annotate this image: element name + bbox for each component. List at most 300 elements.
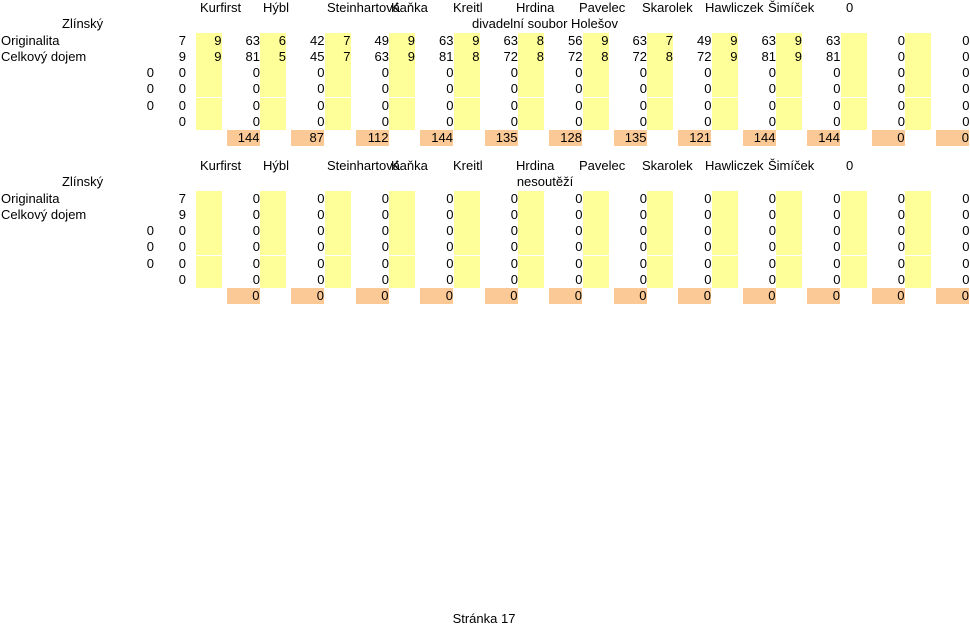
judge-header: Steinhartová [327,0,400,15]
weighted-cell: 42 [310,32,325,48]
score-cell [389,191,415,207]
score-cell [518,191,544,207]
weighted-cell: 0 [897,81,905,97]
judge-header: Kurfirst [200,158,242,173]
score-cell [389,65,415,81]
score-cell [712,207,738,223]
weighted-cell: 0 [962,190,970,206]
score-cell [583,81,609,97]
score-cell [196,223,222,239]
weighted-cell: 0 [446,65,454,80]
total-cell: 0 [936,130,969,146]
score-cell: 9 [454,33,480,49]
score-cell: 9 [776,49,802,65]
score-cell [647,223,673,239]
weighted-cell: 0 [704,113,712,129]
weighted-cell: 0 [381,65,389,80]
weighted-cell: 0 [252,97,260,113]
score-cell [325,239,351,255]
score-cell [647,256,673,272]
page-footer: Stránka 17 [452,611,516,626]
weighted-cell: 0 [446,239,454,255]
score-cell [583,207,609,223]
score-cell [647,272,673,288]
score-cell [905,191,931,207]
score-cell [260,81,286,97]
weighted-cell: 0 [962,206,970,222]
weighted-cell: 0 [510,239,518,255]
weighted-cell: 63 [374,48,389,64]
judge-header: Kaňka [391,158,428,173]
score-cell [905,65,931,81]
score-cell [647,207,673,223]
row-label: 0 [146,239,154,255]
row-weight: 7 [178,190,186,206]
score-cell [647,81,673,97]
weighted-cell: 0 [446,190,454,206]
weighted-cell: 0 [317,206,325,222]
weighted-cell: 0 [510,113,518,129]
score-cell [196,98,222,114]
weighted-cell: 0 [639,239,647,255]
weighted-cell: 0 [381,223,389,238]
judge-header: 0 [846,0,854,15]
row-weight: 0 [178,255,186,271]
score-cell [389,81,415,97]
weighted-cell: 0 [639,255,647,271]
weighted-cell: 0 [833,223,841,238]
weighted-cell: 0 [575,239,583,255]
score-cell [841,114,867,130]
weighted-cell: 0 [575,255,583,271]
weighted-cell: 0 [704,97,712,113]
judge-header: Pavelec [579,158,626,173]
score-cell [583,191,609,207]
row-weight: 0 [178,81,186,97]
score-cell [389,272,415,288]
weighted-cell: 0 [381,113,389,129]
judge-header: Hrdina [516,158,555,173]
score-cell [196,272,222,288]
weighted-cell: 72 [568,48,583,64]
score-cell [389,114,415,130]
weighted-cell: 0 [317,81,325,97]
row-weight: 9 [178,48,186,64]
group-title: divadelní soubor Holešov [472,16,618,32]
score-cell: 9 [196,33,222,49]
score-cell [518,272,544,288]
row-label: Celkový dojem [1,206,87,222]
score-cell [325,98,351,114]
weighted-cell: 0 [704,255,712,271]
weighted-cell: 0 [639,271,647,287]
weighted-cell: 0 [510,65,518,80]
weighted-cell: 72 [503,48,518,64]
score-cell [712,65,738,81]
score-cell [905,207,931,223]
weighted-cell: 0 [962,239,970,255]
weighted-cell: 0 [833,271,841,287]
weighted-cell: 0 [381,239,389,255]
weighted-cell: 0 [962,223,970,238]
weighted-cell: 63 [632,32,647,48]
score-cell: 7 [325,49,351,65]
weighted-cell: 0 [317,113,325,129]
weighted-cell: 0 [897,206,905,222]
row-weight: 0 [178,239,186,255]
total-cell: 0 [872,130,905,146]
weighted-cell: 0 [510,271,518,287]
score-cell [518,256,544,272]
score-cell: 9 [712,33,738,49]
weighted-cell: 0 [897,65,905,80]
weighted-cell: 0 [446,255,454,271]
weighted-cell: 0 [317,97,325,113]
score-cell [196,207,222,223]
score-cell [325,223,351,239]
weighted-cell: 0 [768,113,776,129]
score-cell [776,239,802,255]
weighted-cell: 0 [639,65,647,80]
total-cell: 0 [872,288,905,304]
score-cell [196,65,222,81]
weighted-cell: 0 [575,81,583,97]
score-cell [583,223,609,239]
score-cell: 9 [776,33,802,49]
score-cell [196,114,222,130]
weighted-cell: 0 [381,81,389,97]
score-cell: 9 [389,33,415,49]
weighted-cell: 81 [761,48,776,64]
judge-header: Kreitl [453,158,483,173]
score-cell [905,81,931,97]
total-cell: 0 [227,288,260,304]
weighted-cell: 63 [826,32,841,48]
weighted-cell: 0 [833,255,841,271]
score-cell [841,223,867,239]
weighted-cell: 72 [632,48,647,64]
weighted-cell: 0 [897,190,905,206]
score-cell [454,272,480,288]
weighted-cell: 0 [317,271,325,287]
weighted-cell: 0 [317,239,325,255]
weighted-cell: 0 [833,113,841,129]
weighted-cell: 0 [575,223,583,238]
score-cell [583,65,609,81]
judge-header: Skarolek [642,0,693,15]
score-cell [325,272,351,288]
total-cell: 121 [678,130,711,146]
total-cell: 0 [936,288,969,304]
weighted-cell: 0 [317,190,325,206]
weighted-cell: 0 [897,271,905,287]
weighted-cell: 0 [704,223,712,238]
weighted-cell: 0 [897,32,905,48]
score-cell [841,256,867,272]
score-cell [647,114,673,130]
weighted-cell: 63 [439,32,454,48]
judge-header: Hrdina [516,0,555,15]
score-cell [260,191,286,207]
weighted-cell: 0 [317,65,325,80]
weighted-cell: 0 [962,271,970,287]
score-cell [776,191,802,207]
score-cell [583,256,609,272]
weighted-cell: 0 [768,271,776,287]
score-cell [583,239,609,255]
weighted-cell: 0 [381,190,389,206]
score-cell [389,256,415,272]
weighted-cell: 0 [639,97,647,113]
weighted-cell: 0 [446,206,454,222]
judge-header: Hawliczek [705,0,764,15]
score-cell [647,65,673,81]
judge-header: 0 [846,158,854,173]
score-cell [647,191,673,207]
score-cell [841,207,867,223]
score-cell [518,207,544,223]
score-cell [260,272,286,288]
score-cell [389,223,415,239]
row-weight: 0 [178,113,186,129]
weighted-cell: 0 [317,223,325,238]
score-cell [583,114,609,130]
weighted-cell: 0 [639,206,647,222]
weighted-cell: 0 [704,190,712,206]
score-cell [841,191,867,207]
weighted-cell: 0 [962,255,970,271]
total-cell: 135 [485,130,518,146]
weighted-cell: 0 [575,65,583,80]
score-cell [712,272,738,288]
score-cell [841,49,867,65]
judge-header: Pavelec [579,0,626,15]
weighted-cell: 0 [510,190,518,206]
score-cell [776,207,802,223]
weighted-cell: 0 [833,97,841,113]
score-cell [841,272,867,288]
weighted-cell: 0 [252,190,260,206]
score-cell [905,239,931,255]
weighted-cell: 0 [510,255,518,271]
score-cell [841,65,867,81]
score-cell [325,81,351,97]
weighted-cell: 81 [826,48,841,64]
weighted-cell: 0 [381,255,389,271]
weighted-cell: 0 [252,113,260,129]
score-cell [196,191,222,207]
weighted-cell: 0 [704,81,712,97]
weighted-cell: 0 [704,206,712,222]
score-cell [647,239,673,255]
weighted-cell: 0 [768,81,776,97]
score-cell [260,65,286,81]
weighted-cell: 0 [768,190,776,206]
total-cell: 144 [420,130,453,146]
total-cell: 0 [743,288,776,304]
weighted-cell: 0 [897,255,905,271]
score-cell [260,239,286,255]
weighted-cell: 0 [575,97,583,113]
score-cell [196,81,222,97]
score-cell [712,98,738,114]
weighted-cell: 0 [768,65,776,80]
weighted-cell: 0 [897,48,905,64]
weighted-cell: 0 [252,223,260,238]
weighted-cell: 0 [252,206,260,222]
row-label: 0 [146,81,154,97]
region-label: Zlínský [62,16,104,32]
score-cell [776,98,802,114]
weighted-cell: 0 [510,97,518,113]
weighted-cell: 0 [252,65,260,80]
weighted-cell: 0 [575,113,583,129]
score-cell [454,223,480,239]
score-cell [389,207,415,223]
score-cell [260,98,286,114]
weighted-cell: 0 [510,206,518,222]
total-cell: 0 [678,288,711,304]
weighted-cell: 0 [639,223,647,238]
weighted-cell: 0 [962,81,970,97]
score-cell [518,65,544,81]
total-cell: 0 [420,288,453,304]
score-cell [841,239,867,255]
score-cell [454,207,480,223]
score-cell [905,98,931,114]
score-cell: 5 [260,49,286,65]
score-cell [260,207,286,223]
judge-header: Kreitl [453,0,483,15]
weighted-cell: 0 [381,271,389,287]
score-cell [712,239,738,255]
score-cell [518,239,544,255]
row-label: Originalita [1,190,60,206]
score-cell [454,256,480,272]
score-cell [196,239,222,255]
total-cell: 0 [614,288,647,304]
score-cell: 8 [583,49,609,65]
weighted-cell: 0 [639,113,647,129]
weighted-cell: 0 [704,271,712,287]
score-cell [776,256,802,272]
weighted-cell: 0 [446,81,454,97]
score-cell [712,191,738,207]
score-cell [905,33,931,49]
score-cell [583,272,609,288]
row-weight: 0 [178,223,186,238]
score-cell [776,114,802,130]
score-cell [905,272,931,288]
weighted-cell: 0 [962,48,970,64]
weighted-cell: 0 [833,65,841,80]
score-cell: 7 [325,33,351,49]
score-cell [712,223,738,239]
weighted-cell: 0 [768,223,776,238]
weighted-cell: 0 [252,239,260,255]
weighted-cell: 0 [897,239,905,255]
weighted-cell: 0 [510,81,518,97]
score-cell [518,81,544,97]
score-cell [454,98,480,114]
weighted-cell: 63 [761,32,776,48]
score-cell [518,114,544,130]
judge-header: Skarolek [642,158,693,173]
total-cell: 0 [291,288,324,304]
weighted-cell: 0 [833,190,841,206]
weighted-cell: 0 [962,113,970,129]
weighted-cell: 0 [446,97,454,113]
weighted-cell: 0 [446,271,454,287]
weighted-cell: 0 [962,65,970,80]
score-cell [325,114,351,130]
row-label: 0 [146,223,154,238]
score-cell: 7 [647,33,673,49]
weighted-cell: 0 [510,223,518,238]
score-cell [776,272,802,288]
score-cell [389,98,415,114]
row-weight: 9 [178,206,186,222]
judge-header: Kaňka [391,0,428,15]
weighted-cell: 0 [381,206,389,222]
total-cell: 87 [291,130,324,146]
row-label: 0 [146,255,154,271]
score-cell [647,98,673,114]
score-cell [325,191,351,207]
score-cell [841,33,867,49]
weighted-cell: 81 [245,48,260,64]
weighted-cell: 0 [833,206,841,222]
weighted-cell: 81 [439,48,454,64]
weighted-cell: 0 [897,223,905,238]
score-cell [389,239,415,255]
score-cell [841,98,867,114]
score-cell [583,98,609,114]
score-cell [776,65,802,81]
score-cell: 8 [454,49,480,65]
judge-header: Hawliczek [705,158,764,173]
row-label: 0 [146,97,154,113]
total-cell: 128 [549,130,582,146]
weighted-cell: 0 [704,65,712,80]
judge-header: Šimíček [768,158,815,173]
score-cell: 8 [518,33,544,49]
score-cell [712,114,738,130]
total-cell: 0 [549,288,582,304]
score-cell: 9 [196,49,222,65]
total-cell: 0 [356,288,389,304]
weighted-cell: 0 [768,255,776,271]
weighted-cell: 0 [252,255,260,271]
score-cell [196,256,222,272]
weighted-cell: 63 [245,32,260,48]
score-cell [260,223,286,239]
weighted-cell: 0 [768,97,776,113]
row-weight: 7 [178,32,186,48]
score-cell: 8 [518,49,544,65]
score-cell [776,81,802,97]
row-weight: 0 [178,271,186,287]
weighted-cell: 0 [897,97,905,113]
weighted-cell: 56 [568,32,583,48]
score-cell [905,256,931,272]
total-cell: 144 [743,130,776,146]
weighted-cell: 63 [503,32,518,48]
total-cell: 144 [807,130,840,146]
weighted-cell: 0 [768,206,776,222]
weighted-cell: 0 [897,113,905,129]
weighted-cell: 49 [697,32,712,48]
